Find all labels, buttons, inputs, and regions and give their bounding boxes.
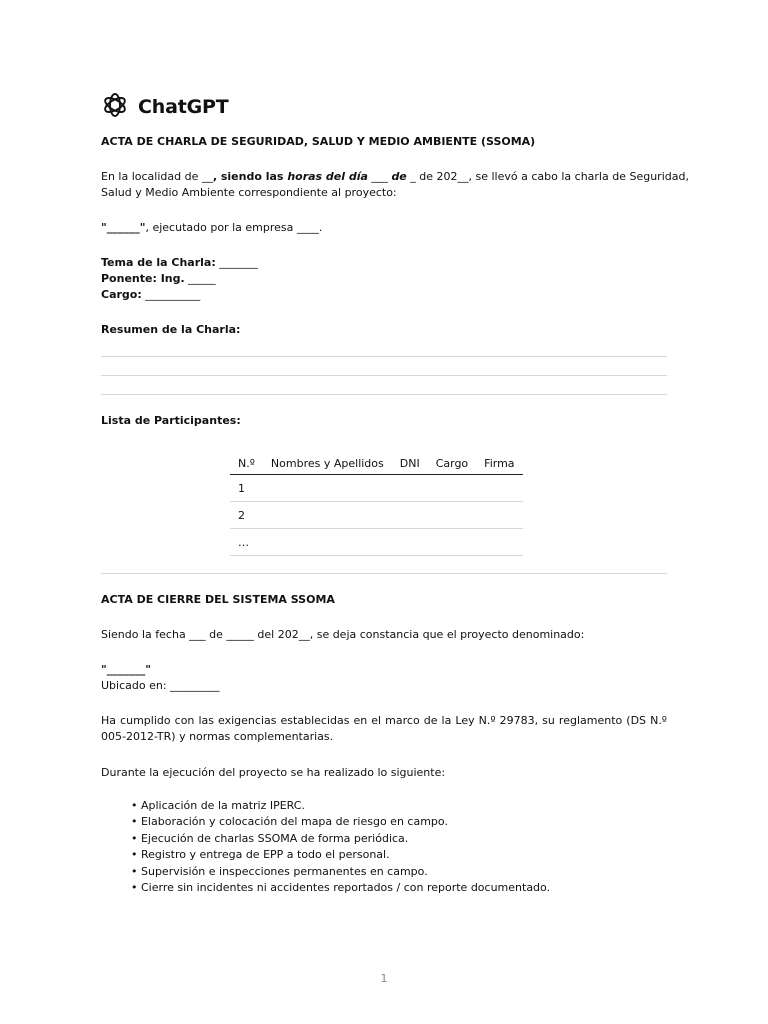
participants-table bbox=[230, 452, 523, 556]
intro-paragraph bbox=[101, 169, 689, 185]
header-firma: Firma bbox=[476, 452, 522, 475]
table-cell: 1 bbox=[230, 475, 263, 502]
table-cell bbox=[263, 502, 392, 529]
list-item: • Supervisión e inspecciones permanentes en campo. bbox=[131, 864, 428, 878]
project-line bbox=[101, 220, 322, 236]
table-row bbox=[230, 502, 523, 529]
header-nombres: Nombres y Apellidos bbox=[263, 452, 392, 475]
table-cell bbox=[392, 502, 428, 529]
project-name-blank: "______" bbox=[101, 221, 146, 234]
table-cell bbox=[476, 475, 522, 502]
logo-text: ChatGPT bbox=[138, 96, 229, 118]
acta-cierre-title: ACTA DE CIERRE DEL SISTEMA SSOMA bbox=[101, 593, 335, 606]
project-name-blank-2: "_______" bbox=[101, 663, 151, 676]
cumplido-paragraph: Ha cumplido con las exigencias establecidas en el marco de la Ley N.º 29783, su reglamento (DS N.º 005-2012-TR) y normas complementarias. bbox=[101, 714, 667, 743]
project-company: , ejecutado por la empresa ____. bbox=[145, 221, 323, 234]
tema-label: Tema de la Charla: bbox=[101, 256, 216, 269]
chatgpt-logo bbox=[101, 93, 228, 121]
cargo-label: Cargo: bbox=[101, 288, 142, 301]
durante-line: Durante la ejecución del proyecto se ha realizado lo siguiente: bbox=[101, 766, 446, 779]
intro-text-2: , siendo las bbox=[212, 170, 288, 183]
intro-blank-2: ___ bbox=[367, 170, 392, 183]
ponente-value: _____ bbox=[184, 272, 216, 285]
lista-participantes-label: Lista de Participantes: bbox=[101, 414, 241, 427]
intro-blank-1: __ bbox=[201, 170, 213, 183]
cargo-line bbox=[101, 287, 200, 303]
table-cell bbox=[392, 529, 428, 556]
intro-text-3: _ de 202__, se llevó a cabo la charla de Seguridad, bbox=[406, 170, 689, 183]
table-header-row bbox=[230, 452, 523, 475]
table-cell bbox=[263, 529, 392, 556]
table-cell bbox=[428, 502, 476, 529]
tema-line bbox=[101, 255, 258, 271]
list-item: • Registro y entrega de EPP a todo el personal. bbox=[131, 848, 390, 862]
list-item: • Ejecución de charlas SSOMA de forma periódica. bbox=[131, 831, 409, 845]
resumen-label: Resumen de la Charla: bbox=[101, 323, 241, 336]
cargo-value: __________ bbox=[141, 288, 201, 301]
actions-list bbox=[131, 798, 550, 896]
resumen-line-1 bbox=[101, 356, 667, 357]
table-row bbox=[230, 475, 523, 502]
section-divider bbox=[101, 573, 667, 574]
table-cell bbox=[476, 529, 522, 556]
list-item: • Aplicación de la matriz IPERC. bbox=[131, 799, 305, 812]
tema-value: _______ bbox=[215, 256, 258, 269]
list-item: • Elaboración y colocación del mapa de riesgo en campo. bbox=[131, 815, 448, 829]
table-cell bbox=[263, 475, 392, 502]
intro-line-2: Salud y Medio Ambiente correspondiente al proyecto: bbox=[101, 186, 397, 199]
fecha-line: Siendo la fecha ___ de _____ del 202__, se deja constancia que el proyecto denominado: bbox=[101, 628, 585, 641]
page-number: 1 bbox=[380, 972, 388, 985]
openai-logo-icon bbox=[101, 91, 129, 123]
table-row bbox=[230, 529, 523, 556]
ponente-line bbox=[101, 271, 216, 287]
table-cell: 2 bbox=[230, 502, 263, 529]
header-numero: N.º bbox=[230, 452, 263, 475]
resumen-line-2 bbox=[101, 375, 667, 376]
header-cargo: Cargo bbox=[428, 452, 476, 475]
table-cell bbox=[428, 475, 476, 502]
header-dni: DNI bbox=[392, 452, 428, 475]
table-cell: … bbox=[230, 529, 263, 556]
table-cell bbox=[392, 475, 428, 502]
ubicado-line: Ubicado en: _________ bbox=[101, 679, 220, 692]
ponente-label: Ponente: Ing. bbox=[101, 272, 185, 285]
intro-text-1: En la localidad de bbox=[101, 170, 202, 183]
list-item: • Cierre sin incidentes ni accidentes reportados / con reporte documentado. bbox=[131, 881, 551, 895]
intro-de: de bbox=[391, 170, 407, 183]
table-cell bbox=[476, 502, 522, 529]
acta-charla-title: ACTA DE CHARLA DE SEGURIDAD, SALUD Y MEDIO AMBIENTE (SSOMA) bbox=[101, 135, 536, 148]
resumen-line-3 bbox=[101, 394, 667, 395]
intro-horas: horas del día bbox=[287, 170, 368, 183]
table-cell bbox=[428, 529, 476, 556]
